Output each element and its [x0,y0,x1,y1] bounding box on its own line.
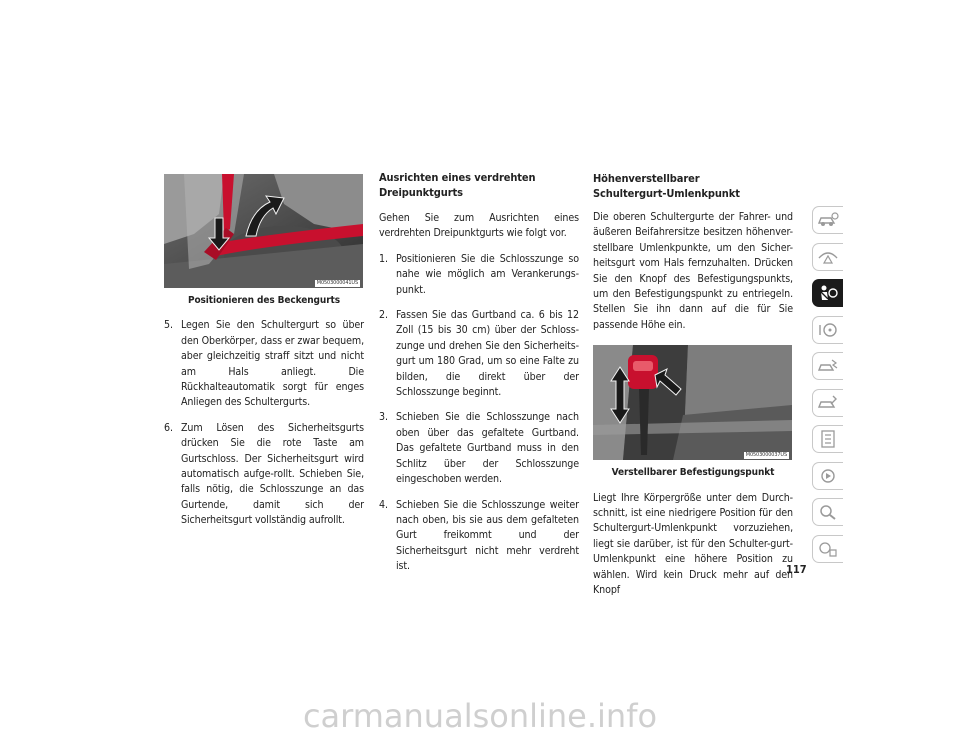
tab-language[interactable] [812,535,843,563]
tab-steering-wheel[interactable] [812,316,843,344]
step-text: Schieben Sie die Schlosszunge nach oben über das gefaltete Gurtband. Das gefaltete Gurtband muss in den Schlitz über der Schlosszunge eingeschoben werden. [396,411,579,486]
tab-car-info[interactable] [812,206,843,234]
tab-seatbelt-airbag[interactable] [812,279,843,307]
dashboard-warning-icon [817,248,839,266]
heading-line-2: Schultergurt-Umlenkpunkt [593,187,740,200]
anchor-illustration [593,345,792,460]
tab-dashboard-warning[interactable] [812,243,843,271]
list-item [379,498,579,575]
tab-checklist[interactable] [812,425,843,453]
figure-caption: Positionieren des Beckengurts [187,295,341,306]
checklist-icon [817,430,839,448]
step-text: Legen Sie den Schultergurt so über den Oberkörper, dass er zwar bequem, aber gleichzeitig straff sitzt und nicht am Hals anliegt. Die Rückhalteautomatik sorgt für enges Anliegen des Schultergurts. [181,319,364,409]
figure-code: M0503000037US [745,452,787,459]
body-paragraph: Die oberen Schultergurte der Fahrer- und äußeren Beifahrersitze besitzen höhenver-stellbare Umlenkpunkte, um den Sicher-heitsgurt vom Hals fernzuhalten. Drücken Sie den Knopf des Befestigungspunkts, um den Befestigungspunkt zu entriegeln. Stellen Sie ihn dann auf die für Sie passende Höhe ein. [593,211,793,331]
chapter-tabs [812,206,842,571]
search-icon [817,503,839,521]
list-item [164,421,364,529]
column-left [164,174,364,539]
steps-list [164,318,364,528]
watermark: carmanualsonline.info [302,697,658,735]
seatbelt-airbag-icon [817,284,839,302]
step-number: 6. [164,421,173,434]
step-text: Schieben Sie die Schlosszunge weiter nach oben, bis sie aus dem gefalteten Gurt freikommt und der Sicherheitsgurt nicht mehr verdreht ist. [396,498,579,573]
step-text: Positionieren Sie die Schlosszunge so nahe wie möglich am Verankerungs-punkt. [396,252,579,296]
multimedia-icon [817,467,839,485]
lap-belt-figure [164,174,363,288]
list-item [164,318,364,410]
page-number: 117 [786,563,807,576]
figure-code: M0503000041US [316,280,358,286]
tab-search[interactable] [812,498,843,526]
step-number: 2. [379,309,388,322]
section-heading [593,171,793,201]
list-item [379,308,579,400]
tab-car-crash[interactable] [812,352,843,380]
list-item [379,410,579,487]
intro-text: Gehen Sie zum Ausrichten eines verdrehten Dreipunktgurts wie folgt vor. [379,212,579,240]
step-number: 5. [164,319,173,332]
language-icon [817,540,839,558]
heading-line-1: Höhenverstellbarer [593,172,700,185]
tab-multimedia[interactable] [812,462,843,490]
step-number: 1. [379,252,388,265]
anchor-figure [593,345,792,460]
tab-car-service[interactable] [812,389,843,417]
column-middle [379,170,579,585]
steps-list [379,252,579,575]
step-text: Zum Lösen des Sicherheitsgurts drücken Sie die rote Taste am Gurtschloss. Der Sicherheitsgurt wird automatisch aufge-rollt. Schieben Sie, falls nötig, die Schlosszunge an das Gurtende, damit sich der Sicherheitsgurt vollständig aufrollt. [181,421,364,527]
car-info-icon [817,211,839,229]
column-right [593,171,793,609]
step-text: Fassen Sie das Gurtband ca. 6 bis 12 Zoll (15 bis 30 cm) über der Schloss-zunge und drehen Sie den Sicherheits-gurt um 180 Grad, um so eine Falte zu bilden, die direkt über der Schlosszunge beginnt. [396,309,579,399]
lap-belt-illustration [164,174,363,288]
car-crash-icon [817,357,839,375]
car-service-icon [817,394,839,412]
steering-wheel-icon [817,321,839,339]
step-number: 4. [379,498,388,511]
figure-caption: Verstellbarer Befestigungspunkt [611,467,775,479]
list-item [379,252,579,298]
step-number: 3. [379,411,388,424]
body-paragraph: Liegt Ihre Körpergröße unter dem Durch-schnitt, ist eine niedrigere Position für den Schultergurt-Umlenkpunkt vorzuziehen, liegt sie darüber, ist für den Schulter-gurt-Umlenkpunkt eine höhere Position zu wählen. Wird kein Druck mehr auf den Knopf [593,491,793,597]
section-heading: Ausrichten eines verdrehten Dreipunktgurts [379,171,536,199]
